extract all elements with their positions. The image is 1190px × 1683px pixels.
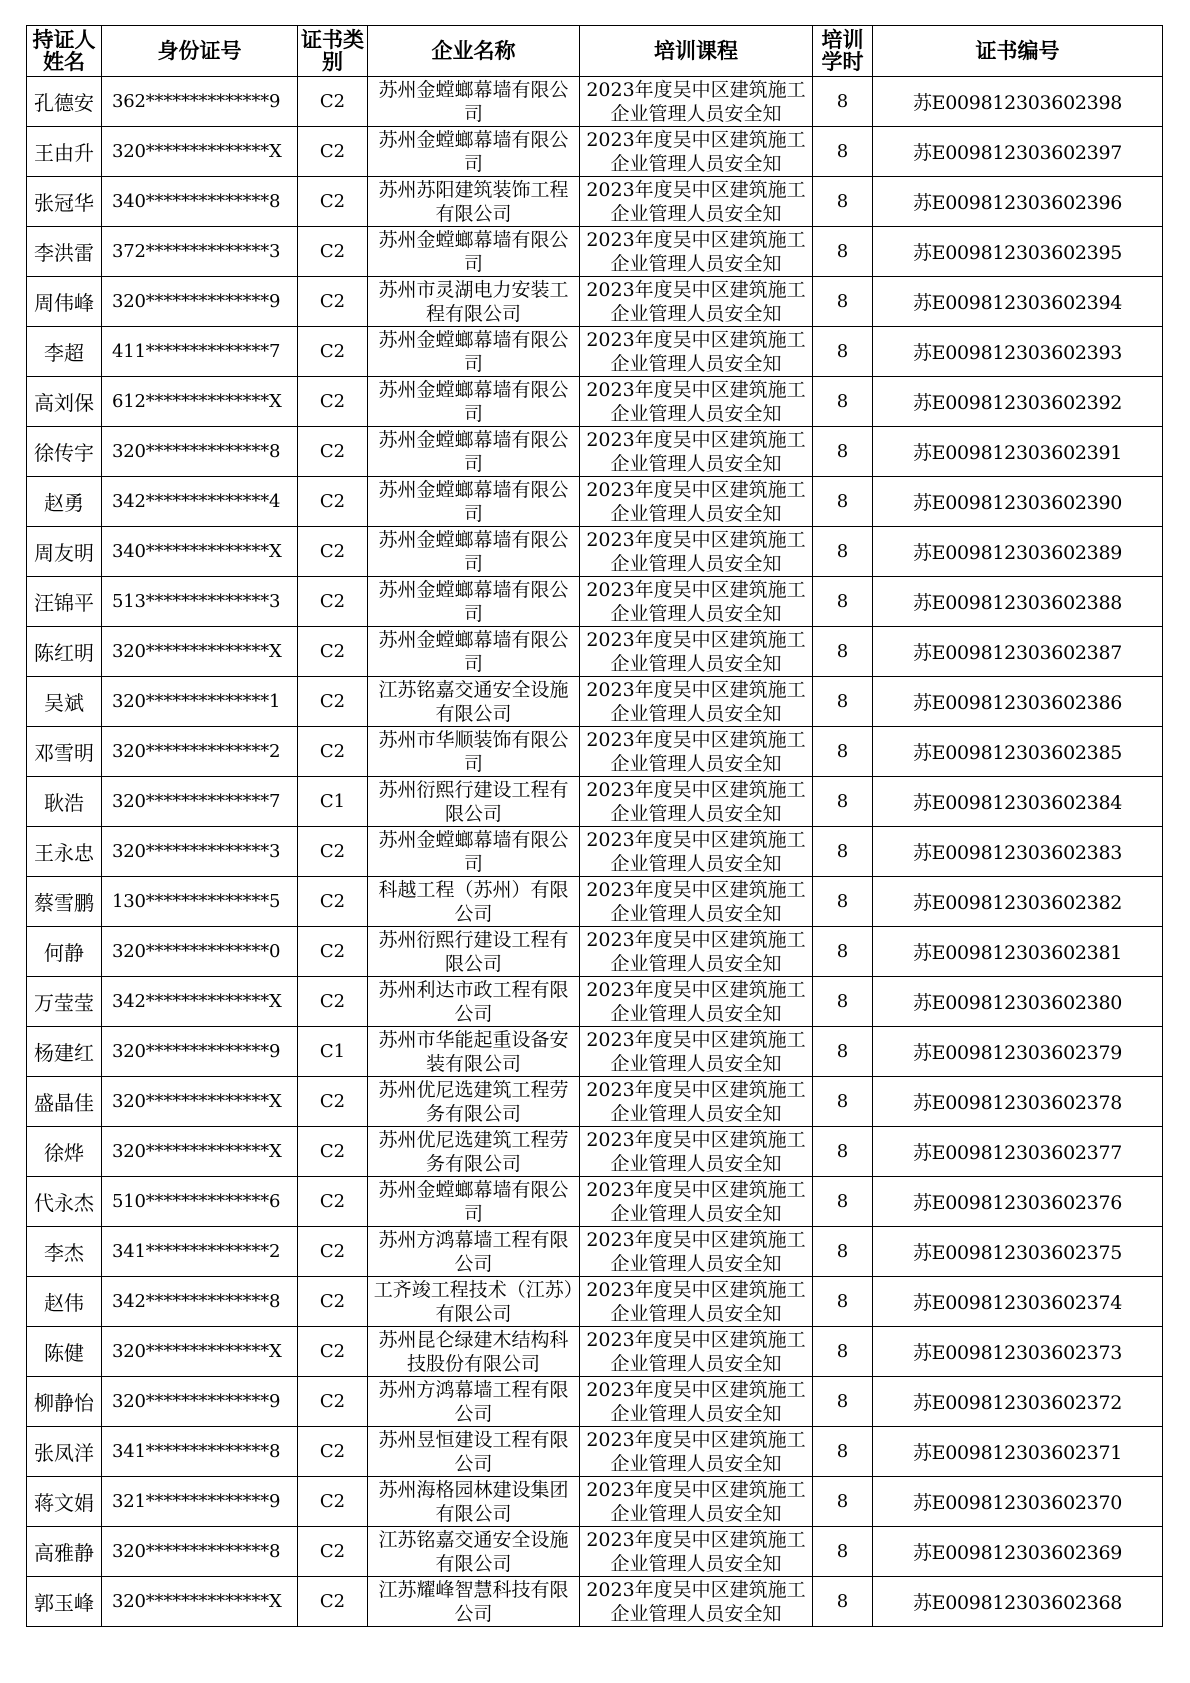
cell-cert-type: C2 bbox=[298, 1277, 368, 1327]
cell-name: 周友明 bbox=[27, 527, 102, 577]
cell-name: 蒋文娟 bbox=[27, 1477, 102, 1527]
cell-cert-number: 苏E009812303602384 bbox=[873, 777, 1163, 827]
cell-id-number: 320**************7 bbox=[102, 777, 298, 827]
cell-cert-number: 苏E009812303602383 bbox=[873, 827, 1163, 877]
cell-company: 苏州市灵湖电力安装工程有限公司 bbox=[368, 277, 580, 327]
cell-hours: 8 bbox=[813, 1277, 873, 1327]
cell-hours: 8 bbox=[813, 477, 873, 527]
cell-cert-type: C2 bbox=[298, 577, 368, 627]
cell-name: 陈健 bbox=[27, 1327, 102, 1377]
cell-company: 苏州衍熙行建设工程有限公司 bbox=[368, 777, 580, 827]
cell-course: 2023年度吴中区建筑施工企业管理人员安全知 bbox=[580, 427, 813, 477]
cell-cert-type: C2 bbox=[298, 1477, 368, 1527]
cell-company: 苏州金螳螂幕墙有限公司 bbox=[368, 577, 580, 627]
cell-course: 2023年度吴中区建筑施工企业管理人员安全知 bbox=[580, 577, 813, 627]
cell-course: 2023年度吴中区建筑施工企业管理人员安全知 bbox=[580, 127, 813, 177]
cell-course: 2023年度吴中区建筑施工企业管理人员安全知 bbox=[580, 1027, 813, 1077]
cell-name: 何静 bbox=[27, 927, 102, 977]
cell-hours: 8 bbox=[813, 527, 873, 577]
cell-company: 苏州优尼选建筑工程劳务有限公司 bbox=[368, 1127, 580, 1177]
cell-cert-type: C2 bbox=[298, 177, 368, 227]
cell-company: 苏州金螳螂幕墙有限公司 bbox=[368, 377, 580, 427]
cell-name: 王永忠 bbox=[27, 827, 102, 877]
cell-name: 高刘保 bbox=[27, 377, 102, 427]
cell-id-number: 320**************X bbox=[102, 1127, 298, 1177]
cell-hours: 8 bbox=[813, 77, 873, 127]
cell-hours: 8 bbox=[813, 1177, 873, 1227]
cell-cert-number: 苏E009812303602371 bbox=[873, 1427, 1163, 1477]
table-row bbox=[27, 377, 1163, 427]
cell-name: 柳静怡 bbox=[27, 1377, 102, 1427]
cell-name: 万莹莹 bbox=[27, 977, 102, 1027]
cell-cert-number: 苏E009812303602376 bbox=[873, 1177, 1163, 1227]
table-row bbox=[27, 1177, 1163, 1227]
cell-course: 2023年度吴中区建筑施工企业管理人员安全知 bbox=[580, 77, 813, 127]
cell-company: 苏州金螳螂幕墙有限公司 bbox=[368, 127, 580, 177]
cell-course: 2023年度吴中区建筑施工企业管理人员安全知 bbox=[580, 1327, 813, 1377]
table-row bbox=[27, 727, 1163, 777]
cell-hours: 8 bbox=[813, 727, 873, 777]
cell-name: 汪锦平 bbox=[27, 577, 102, 627]
cell-cert-number: 苏E009812303602391 bbox=[873, 427, 1163, 477]
cell-id-number: 340**************X bbox=[102, 527, 298, 577]
table-row bbox=[27, 777, 1163, 827]
cell-name: 李超 bbox=[27, 327, 102, 377]
cell-hours: 8 bbox=[813, 777, 873, 827]
cell-course: 2023年度吴中区建筑施工企业管理人员安全知 bbox=[580, 877, 813, 927]
cell-company: 苏州金螳螂幕墙有限公司 bbox=[368, 227, 580, 277]
cell-id-number: 320**************9 bbox=[102, 1027, 298, 1077]
cell-course: 2023年度吴中区建筑施工企业管理人员安全知 bbox=[580, 377, 813, 427]
cell-cert-number: 苏E009812303602378 bbox=[873, 1077, 1163, 1127]
cell-cert-number: 苏E009812303602372 bbox=[873, 1377, 1163, 1427]
cell-cert-type: C2 bbox=[298, 227, 368, 277]
cell-company: 苏州金螳螂幕墙有限公司 bbox=[368, 1177, 580, 1227]
cell-hours: 8 bbox=[813, 927, 873, 977]
cell-id-number: 320**************8 bbox=[102, 427, 298, 477]
cell-name: 杨建红 bbox=[27, 1027, 102, 1077]
cell-cert-number: 苏E009812303602392 bbox=[873, 377, 1163, 427]
cell-cert-type: C1 bbox=[298, 777, 368, 827]
cell-cert-type: C2 bbox=[298, 627, 368, 677]
cell-cert-type: C2 bbox=[298, 1127, 368, 1177]
cell-cert-type: C2 bbox=[298, 1227, 368, 1277]
cell-name: 吴斌 bbox=[27, 677, 102, 727]
cell-cert-type: C2 bbox=[298, 677, 368, 727]
table-row bbox=[27, 227, 1163, 277]
cell-company: 苏州金螳螂幕墙有限公司 bbox=[368, 477, 580, 527]
header-name: 持证人姓名 bbox=[27, 26, 102, 77]
cell-cert-number: 苏E009812303602381 bbox=[873, 927, 1163, 977]
table-row bbox=[27, 1077, 1163, 1127]
cell-name: 孔德安 bbox=[27, 77, 102, 127]
table-row bbox=[27, 77, 1163, 127]
cell-id-number: 320**************2 bbox=[102, 727, 298, 777]
cell-course: 2023年度吴中区建筑施工企业管理人员安全知 bbox=[580, 277, 813, 327]
cell-cert-number: 苏E009812303602370 bbox=[873, 1477, 1163, 1527]
table-row bbox=[27, 1277, 1163, 1327]
table-row bbox=[27, 827, 1163, 877]
table-row bbox=[27, 1127, 1163, 1177]
cell-hours: 8 bbox=[813, 377, 873, 427]
cell-cert-number: 苏E009812303602373 bbox=[873, 1327, 1163, 1377]
header-row bbox=[27, 26, 1163, 77]
table-row bbox=[27, 1027, 1163, 1077]
cell-id-number: 320**************1 bbox=[102, 677, 298, 727]
cell-hours: 8 bbox=[813, 1377, 873, 1427]
cell-id-number: 320**************0 bbox=[102, 927, 298, 977]
cell-company: 苏州苏阳建筑装饰工程有限公司 bbox=[368, 177, 580, 227]
cell-id-number: 342**************8 bbox=[102, 1277, 298, 1327]
cell-name: 郭玉峰 bbox=[27, 1577, 102, 1627]
cell-hours: 8 bbox=[813, 1027, 873, 1077]
table-row bbox=[27, 1377, 1163, 1427]
cell-name: 陈红明 bbox=[27, 627, 102, 677]
table-row bbox=[27, 327, 1163, 377]
cell-id-number: 372**************3 bbox=[102, 227, 298, 277]
cell-cert-type: C2 bbox=[298, 477, 368, 527]
cell-hours: 8 bbox=[813, 1527, 873, 1577]
cell-hours: 8 bbox=[813, 327, 873, 377]
cell-course: 2023年度吴中区建筑施工企业管理人员安全知 bbox=[580, 927, 813, 977]
cell-cert-number: 苏E009812303602396 bbox=[873, 177, 1163, 227]
cell-course: 2023年度吴中区建筑施工企业管理人员安全知 bbox=[580, 777, 813, 827]
table-row bbox=[27, 527, 1163, 577]
cell-name: 邓雪明 bbox=[27, 727, 102, 777]
table-row bbox=[27, 677, 1163, 727]
cell-cert-type: C2 bbox=[298, 377, 368, 427]
cell-hours: 8 bbox=[813, 1477, 873, 1527]
cell-company: 苏州昆仑绿建木结构科技股份有限公司 bbox=[368, 1327, 580, 1377]
cell-cert-number: 苏E009812303602380 bbox=[873, 977, 1163, 1027]
cell-course: 2023年度吴中区建筑施工企业管理人员安全知 bbox=[580, 1577, 813, 1627]
cell-company: 苏州海格园林建设集团有限公司 bbox=[368, 1477, 580, 1527]
cell-cert-type: C2 bbox=[298, 877, 368, 927]
cell-cert-number: 苏E009812303602395 bbox=[873, 227, 1163, 277]
cell-cert-type: C2 bbox=[298, 277, 368, 327]
table-row bbox=[27, 1577, 1163, 1627]
cell-cert-type: C2 bbox=[298, 1577, 368, 1627]
cell-id-number: 320**************3 bbox=[102, 827, 298, 877]
cell-name: 赵勇 bbox=[27, 477, 102, 527]
cell-company: 苏州优尼选建筑工程劳务有限公司 bbox=[368, 1077, 580, 1127]
cell-company: 苏州金螳螂幕墙有限公司 bbox=[368, 327, 580, 377]
cell-name: 蔡雪鹏 bbox=[27, 877, 102, 927]
cell-company: 苏州金螳螂幕墙有限公司 bbox=[368, 627, 580, 677]
table-row bbox=[27, 1477, 1163, 1527]
cell-id-number: 320**************8 bbox=[102, 1527, 298, 1577]
cell-cert-type: C2 bbox=[298, 127, 368, 177]
cell-company: 江苏铭嘉交通安全设施有限公司 bbox=[368, 1527, 580, 1577]
cell-id-number: 320**************9 bbox=[102, 277, 298, 327]
cell-cert-type: C2 bbox=[298, 527, 368, 577]
cell-cert-type: C2 bbox=[298, 1327, 368, 1377]
cell-company: 江苏铭嘉交通安全设施有限公司 bbox=[368, 677, 580, 727]
cell-hours: 8 bbox=[813, 177, 873, 227]
cell-course: 2023年度吴中区建筑施工企业管理人员安全知 bbox=[580, 527, 813, 577]
cell-cert-type: C2 bbox=[298, 727, 368, 777]
header-cert: 证书编号 bbox=[873, 26, 1163, 77]
cell-name: 李杰 bbox=[27, 1227, 102, 1277]
cell-name: 王由升 bbox=[27, 127, 102, 177]
cell-company: 苏州金螳螂幕墙有限公司 bbox=[368, 527, 580, 577]
cell-hours: 8 bbox=[813, 1227, 873, 1277]
cell-hours: 8 bbox=[813, 1077, 873, 1127]
table-row bbox=[27, 877, 1163, 927]
cell-id-number: 320**************X bbox=[102, 1577, 298, 1627]
cell-course: 2023年度吴中区建筑施工企业管理人员安全知 bbox=[580, 677, 813, 727]
cell-course: 2023年度吴中区建筑施工企业管理人员安全知 bbox=[580, 1277, 813, 1327]
table-row bbox=[27, 1327, 1163, 1377]
cell-name: 赵伟 bbox=[27, 1277, 102, 1327]
cell-company: 苏州利达市政工程有限公司 bbox=[368, 977, 580, 1027]
header-company: 企业名称 bbox=[368, 26, 580, 77]
cell-id-number: 510**************6 bbox=[102, 1177, 298, 1227]
cell-id-number: 513**************3 bbox=[102, 577, 298, 627]
cell-course: 2023年度吴中区建筑施工企业管理人员安全知 bbox=[580, 1127, 813, 1177]
cell-company: 苏州方鸿幕墙工程有限公司 bbox=[368, 1227, 580, 1277]
cell-name: 盛晶佳 bbox=[27, 1077, 102, 1127]
cell-cert-type: C2 bbox=[298, 927, 368, 977]
cell-course: 2023年度吴中区建筑施工企业管理人员安全知 bbox=[580, 1527, 813, 1577]
cell-id-number: 320**************9 bbox=[102, 1377, 298, 1427]
cell-hours: 8 bbox=[813, 277, 873, 327]
table-row bbox=[27, 277, 1163, 327]
cell-cert-type: C1 bbox=[298, 1027, 368, 1077]
cell-cert-number: 苏E009812303602379 bbox=[873, 1027, 1163, 1077]
cell-name: 徐烨 bbox=[27, 1127, 102, 1177]
cell-cert-number: 苏E009812303602375 bbox=[873, 1227, 1163, 1277]
cell-id-number: 321**************9 bbox=[102, 1477, 298, 1527]
cell-name: 耿浩 bbox=[27, 777, 102, 827]
cell-hours: 8 bbox=[813, 1427, 873, 1477]
cell-course: 2023年度吴中区建筑施工企业管理人员安全知 bbox=[580, 477, 813, 527]
cell-cert-type: C2 bbox=[298, 1377, 368, 1427]
table-row bbox=[27, 177, 1163, 227]
table-row bbox=[27, 627, 1163, 677]
cell-cert-number: 苏E009812303602388 bbox=[873, 577, 1163, 627]
cell-name: 李洪雷 bbox=[27, 227, 102, 277]
cell-name: 徐传宇 bbox=[27, 427, 102, 477]
certificate-table bbox=[26, 25, 1163, 1627]
cell-hours: 8 bbox=[813, 227, 873, 277]
cell-course: 2023年度吴中区建筑施工企业管理人员安全知 bbox=[580, 627, 813, 677]
cell-id-number: 612**************X bbox=[102, 377, 298, 427]
cell-company: 江苏耀峰智慧科技有限公司 bbox=[368, 1577, 580, 1627]
cell-id-number: 320**************X bbox=[102, 1327, 298, 1377]
cell-hours: 8 bbox=[813, 1327, 873, 1377]
cell-name: 高雅静 bbox=[27, 1527, 102, 1577]
cell-course: 2023年度吴中区建筑施工企业管理人员安全知 bbox=[580, 1077, 813, 1127]
cell-course: 2023年度吴中区建筑施工企业管理人员安全知 bbox=[580, 227, 813, 277]
cell-cert-type: C2 bbox=[298, 327, 368, 377]
cell-cert-number: 苏E009812303602386 bbox=[873, 677, 1163, 727]
cell-cert-type: C2 bbox=[298, 1427, 368, 1477]
cell-company: 科越工程（苏州）有限公司 bbox=[368, 877, 580, 927]
cell-name: 代永杰 bbox=[27, 1177, 102, 1227]
cell-id-number: 411**************7 bbox=[102, 327, 298, 377]
table-row bbox=[27, 477, 1163, 527]
cell-hours: 8 bbox=[813, 977, 873, 1027]
cell-cert-number: 苏E009812303602377 bbox=[873, 1127, 1163, 1177]
cell-company: 苏州金螳螂幕墙有限公司 bbox=[368, 427, 580, 477]
cell-company: 苏州市华顺装饰有限公司 bbox=[368, 727, 580, 777]
cell-cert-number: 苏E009812303602393 bbox=[873, 327, 1163, 377]
cell-course: 2023年度吴中区建筑施工企业管理人员安全知 bbox=[580, 177, 813, 227]
cell-cert-number: 苏E009812303602374 bbox=[873, 1277, 1163, 1327]
cell-id-number: 320**************X bbox=[102, 627, 298, 677]
cell-cert-number: 苏E009812303602389 bbox=[873, 527, 1163, 577]
header-type: 证书类别 bbox=[298, 26, 368, 77]
cell-id-number: 320**************X bbox=[102, 127, 298, 177]
cell-course: 2023年度吴中区建筑施工企业管理人员安全知 bbox=[580, 1427, 813, 1477]
table-row bbox=[27, 127, 1163, 177]
cell-company: 苏州衍熙行建设工程有限公司 bbox=[368, 927, 580, 977]
cell-course: 2023年度吴中区建筑施工企业管理人员安全知 bbox=[580, 1477, 813, 1527]
cell-id-number: 342**************4 bbox=[102, 477, 298, 527]
cell-id-number: 362**************9 bbox=[102, 77, 298, 127]
cell-id-number: 340**************8 bbox=[102, 177, 298, 227]
cell-cert-type: C2 bbox=[298, 1077, 368, 1127]
cell-company: 苏州金螳螂幕墙有限公司 bbox=[368, 827, 580, 877]
table-row bbox=[27, 1427, 1163, 1477]
table-row bbox=[27, 427, 1163, 477]
cell-cert-type: C2 bbox=[298, 1527, 368, 1577]
cell-cert-type: C2 bbox=[298, 827, 368, 877]
cell-company: 苏州昱恒建设工程有限公司 bbox=[368, 1427, 580, 1477]
cell-course: 2023年度吴中区建筑施工企业管理人员安全知 bbox=[580, 1177, 813, 1227]
table-row bbox=[27, 1527, 1163, 1577]
cell-name: 张凤洋 bbox=[27, 1427, 102, 1477]
cell-id-number: 130**************5 bbox=[102, 877, 298, 927]
cell-company: 苏州方鸿幕墙工程有限公司 bbox=[368, 1377, 580, 1427]
cell-hours: 8 bbox=[813, 127, 873, 177]
cell-cert-number: 苏E009812303602385 bbox=[873, 727, 1163, 777]
header-course: 培训课程 bbox=[580, 26, 813, 77]
table-row bbox=[27, 927, 1163, 977]
cell-id-number: 341**************8 bbox=[102, 1427, 298, 1477]
table-row bbox=[27, 577, 1163, 627]
cell-name: 张冠华 bbox=[27, 177, 102, 227]
cell-name: 周伟峰 bbox=[27, 277, 102, 327]
cell-hours: 8 bbox=[813, 827, 873, 877]
cell-hours: 8 bbox=[813, 877, 873, 927]
cell-course: 2023年度吴中区建筑施工企业管理人员安全知 bbox=[580, 827, 813, 877]
cell-cert-type: C2 bbox=[298, 77, 368, 127]
cell-course: 2023年度吴中区建筑施工企业管理人员安全知 bbox=[580, 977, 813, 1027]
cell-company: 工齐竣工程技术（江苏）有限公司 bbox=[368, 1277, 580, 1327]
cell-cert-type: C2 bbox=[298, 1177, 368, 1227]
cell-company: 苏州市华能起重设备安装有限公司 bbox=[368, 1027, 580, 1077]
cell-id-number: 342**************X bbox=[102, 977, 298, 1027]
cell-cert-number: 苏E009812303602387 bbox=[873, 627, 1163, 677]
cell-id-number: 320**************X bbox=[102, 1077, 298, 1127]
cell-hours: 8 bbox=[813, 1577, 873, 1627]
cell-cert-number: 苏E009812303602368 bbox=[873, 1577, 1163, 1627]
cell-cert-number: 苏E009812303602394 bbox=[873, 277, 1163, 327]
cell-course: 2023年度吴中区建筑施工企业管理人员安全知 bbox=[580, 1377, 813, 1427]
cell-hours: 8 bbox=[813, 627, 873, 677]
cell-cert-number: 苏E009812303602390 bbox=[873, 477, 1163, 527]
cell-course: 2023年度吴中区建筑施工企业管理人员安全知 bbox=[580, 727, 813, 777]
table-row bbox=[27, 977, 1163, 1027]
cell-cert-number: 苏E009812303602398 bbox=[873, 77, 1163, 127]
cell-hours: 8 bbox=[813, 427, 873, 477]
cell-company: 苏州金螳螂幕墙有限公司 bbox=[368, 77, 580, 127]
table-row bbox=[27, 1227, 1163, 1277]
cell-id-number: 341**************2 bbox=[102, 1227, 298, 1277]
cell-cert-type: C2 bbox=[298, 427, 368, 477]
header-id: 身份证号 bbox=[102, 26, 298, 77]
cell-cert-number: 苏E009812303602369 bbox=[873, 1527, 1163, 1577]
cell-cert-number: 苏E009812303602382 bbox=[873, 877, 1163, 927]
cell-hours: 8 bbox=[813, 677, 873, 727]
header-hours: 培训学时 bbox=[813, 26, 873, 77]
cell-hours: 8 bbox=[813, 577, 873, 627]
cell-hours: 8 bbox=[813, 1127, 873, 1177]
cell-cert-number: 苏E009812303602397 bbox=[873, 127, 1163, 177]
cell-course: 2023年度吴中区建筑施工企业管理人员安全知 bbox=[580, 1227, 813, 1277]
cell-cert-type: C2 bbox=[298, 977, 368, 1027]
cell-course: 2023年度吴中区建筑施工企业管理人员安全知 bbox=[580, 327, 813, 377]
